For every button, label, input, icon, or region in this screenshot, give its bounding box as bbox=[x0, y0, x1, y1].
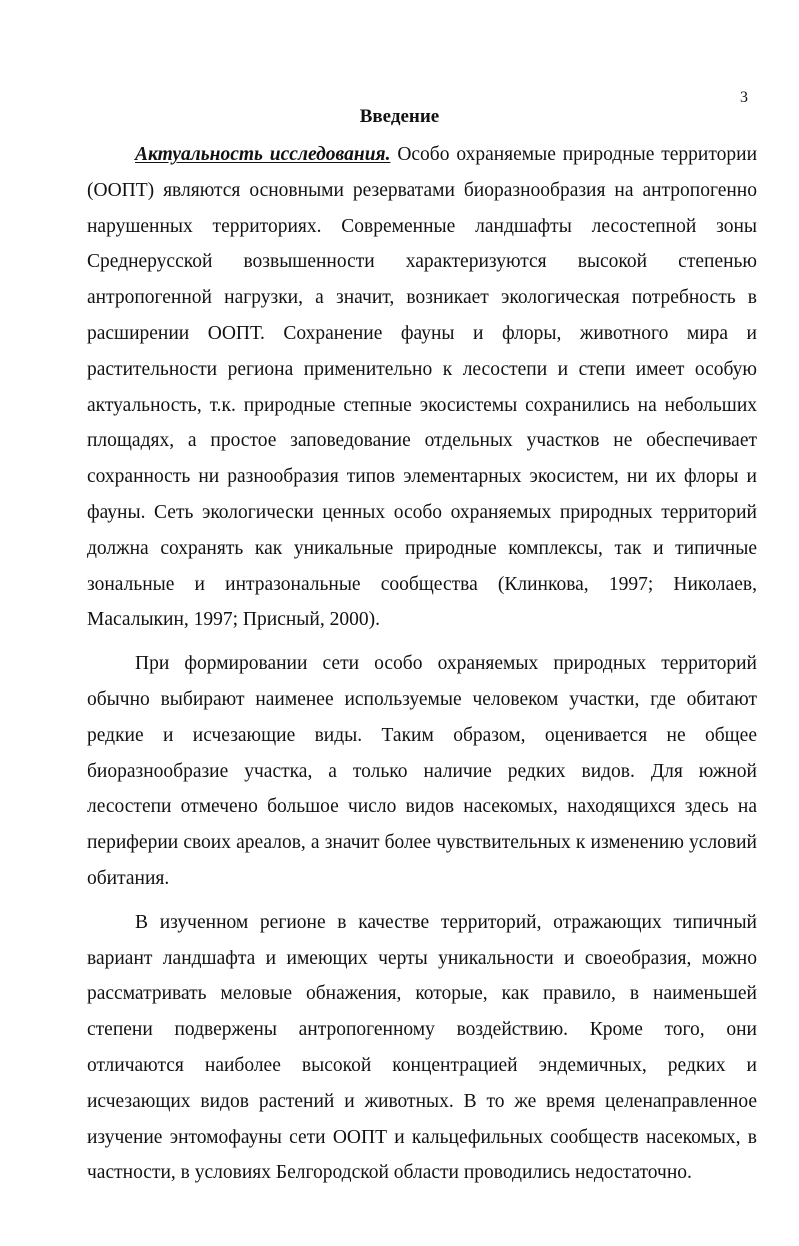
paragraph-chalk-outcrops bbox=[87, 905, 757, 1191]
page-title: Введение bbox=[359, 106, 440, 127]
paragraph-text: При формировании сети особо охраняемых природных территорий обычно выбирают наименее используемые человеком участки, где обитают редкие и исчезающие виды. Таким образом, оценивается не общее биоразнообразие участка, а только наличие редких видов. Для южной лесостепи отмечено большое число видов насекомых, находящихся здесь на периферии своих ареалов, а значит более чувствительных к изменению условий обитания. bbox=[87, 653, 757, 889]
paragraph-relevance bbox=[87, 137, 757, 638]
paragraph-text: Особо охраняемые природные территории (ООПТ) являются основными резерватами биоразнообразия на антропогенно нарушенных территориях. Современные ландшафты лесостепной зоны Среднерусской возвышенности характеризуются высокой степенью антропогенной нагрузки, а значит, возникает экологическая потребность в расширении ООПТ. Сохранение фауны и флоры, животного мира и растительности региона применительно к лесостепи и степи имеет особую актуальность, т.к. природные степные экосистемы сохранились на небольших площадях, а простое заповедование отдельных участков не обеспечивает сохранность ни разнообразия типов элементарных экосистем, ни их флоры и фауны. Сеть экологически ценных особо охраняемых природных территорий должна сохранять как уникальные природные комплексы, так и типичные зональные и интразональные сообщества (Клинкова, 1997; Николаев, Масалыкин, 1997; Присный, 2000). bbox=[87, 144, 757, 631]
paragraph-network-formation bbox=[87, 646, 757, 897]
page-number: 3 bbox=[740, 89, 748, 106]
relevance-heading: Актуальность исследования. bbox=[135, 144, 391, 165]
paragraph-text: В изученном регионе в качестве территорий, отражающих типичный вариант ландшафта и имеющих черты уникальности и своеобразия, можно рассматривать меловые обнажения, которые, как правило, в наименьшей степени подвержены антропогенному воздействию. Кроме того, они отличаются наиболее высокой концентрацией эндемичных, редких и исчезающих видов растений и животных. В то же время целенаправленное изучение энтомофауны сети ООПТ и кальцефильных сообществ насекомых, в частности, в условиях Белгородской области проводились недостаточно. bbox=[87, 911, 757, 1184]
document-body bbox=[87, 137, 757, 1191]
